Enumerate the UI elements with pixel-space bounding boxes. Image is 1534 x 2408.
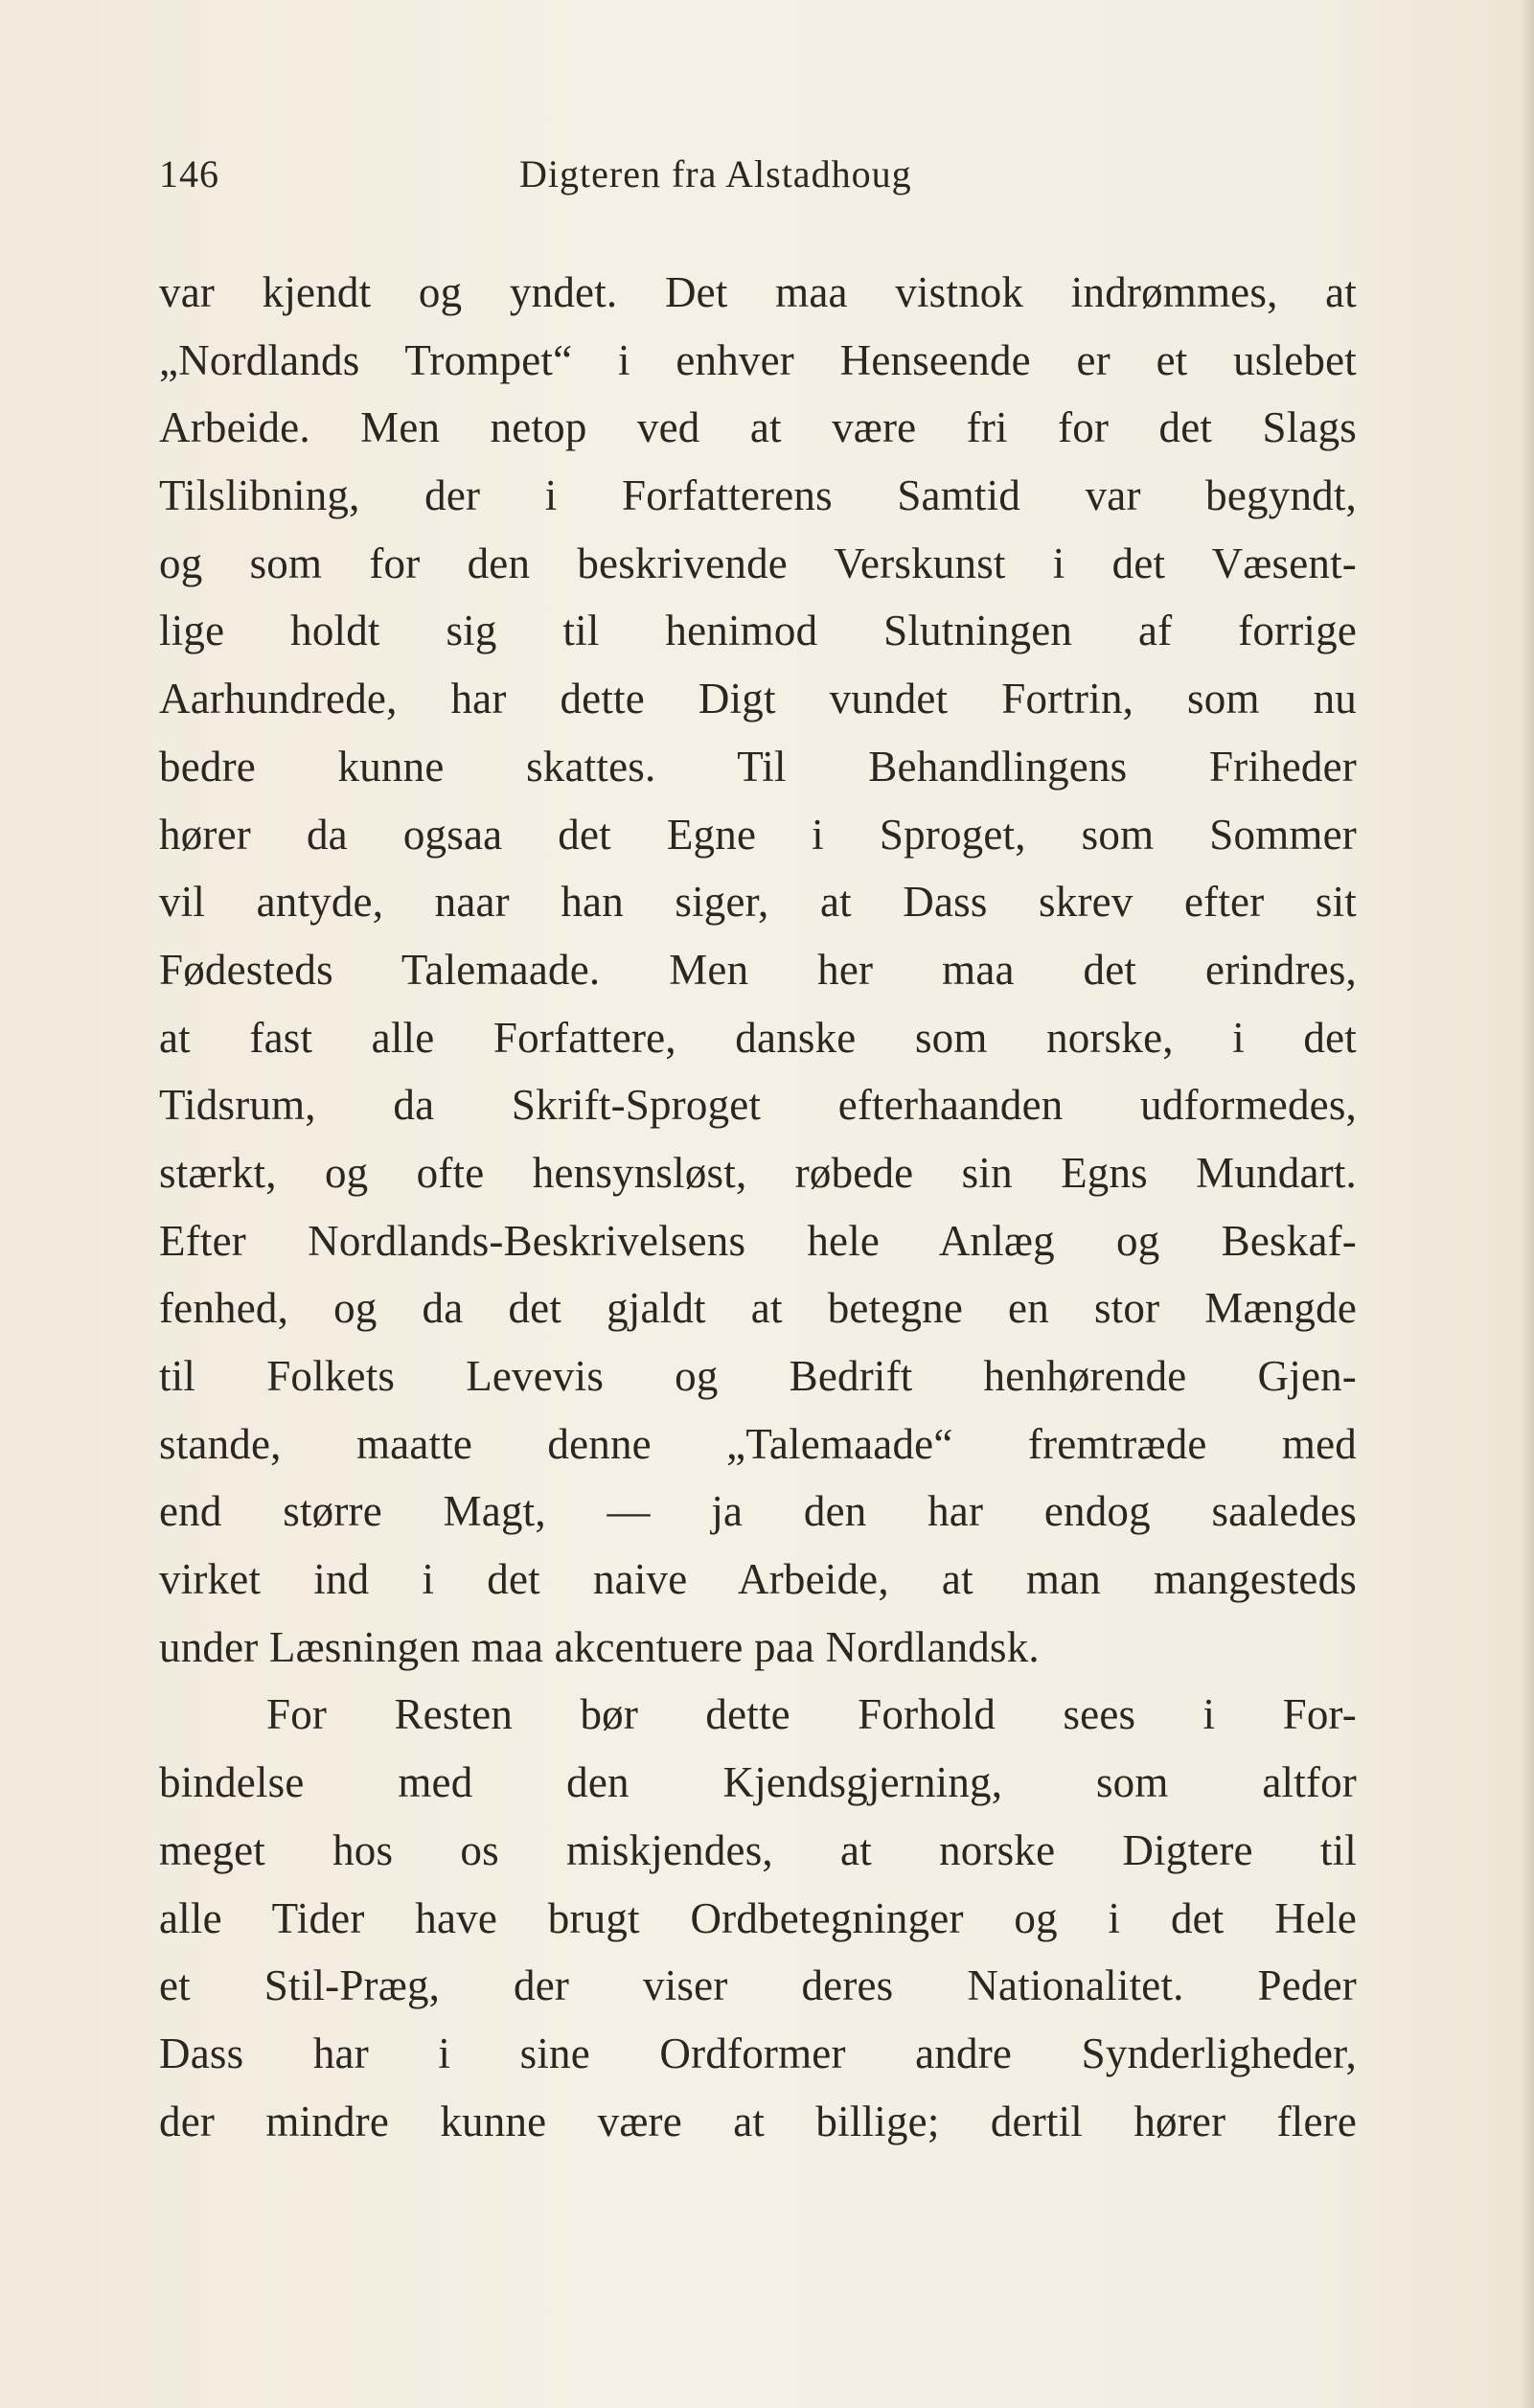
text-line: til Folkets Levevis og Bedrift henhørende Gjen- bbox=[159, 1352, 1357, 1400]
text-line: Dass har i sine Ordformer andre Synderligheder, bbox=[159, 2029, 1357, 2077]
running-title: Digteren fra Alstadhoug bbox=[519, 152, 912, 195]
text-line: lige holdt sig til henimod Slutningen af forrige bbox=[159, 607, 1357, 655]
text-line: stærkt, og ofte hensynsløst, røbede sin Egns Mundart. bbox=[159, 1148, 1357, 1197]
text-line: Fødesteds Talemaade. Men her maa det erindres, bbox=[159, 945, 1357, 994]
text-line: var kjendt og yndet. Det maa vistnok indrømmes, at bbox=[159, 268, 1357, 316]
text-line: et Stil-Præg, der viser deres Nationalitet. Peder bbox=[159, 1961, 1357, 2010]
text-line: bedre kunne skattes. Til Behandlingens Friheder bbox=[159, 742, 1357, 791]
text-line: end større Magt, — ja den har endog saaledes bbox=[159, 1487, 1357, 1536]
paragraph-end-line: under Læsningen maa akcentuere paa Nordlandsk. bbox=[159, 1622, 1040, 1671]
text-line: stande, maatte denne „Talemaade“ fremtræde med bbox=[159, 1419, 1357, 1468]
text-line: Efter Nordlands-Beskrivelsens hele Anlæg og Beskaf- bbox=[159, 1216, 1357, 1265]
text-line: bindelse med den Kjendsgjerning, som altfor bbox=[159, 1758, 1357, 1807]
text-line: Tidsrum, da Skrift-Sproget efterhaanden udformedes, bbox=[159, 1081, 1357, 1130]
page-header bbox=[159, 151, 1002, 209]
text-line: virket ind i det naive Arbeide, at man mangesteds bbox=[159, 1555, 1357, 1604]
text-line: „Nordlands Trompet“ i enhver Henseende er et uslebet bbox=[159, 335, 1357, 384]
text-line: hører da ogsaa det Egne i Sproget, som Sommer bbox=[159, 810, 1357, 859]
text-line: meget hos os miskjendes, at norske Digtere til bbox=[159, 1825, 1357, 1874]
paragraph-start-line: For Resten bør dette Forhold sees i For- bbox=[266, 1690, 1357, 1739]
body-text bbox=[159, 259, 1357, 2155]
text-line: og som for den beskrivende Verskunst i det Væsent- bbox=[159, 539, 1357, 587]
page-edge-shadow bbox=[1521, 0, 1534, 2408]
text-line: vil antyde, naar han siger, at Dass skrev efter sit bbox=[159, 878, 1357, 927]
text-line: Aarhundrede, har dette Digt vundet Fortrin, som nu bbox=[159, 675, 1357, 723]
text-line: fenhed, og da det gjaldt at betegne en stor Mængde bbox=[159, 1284, 1357, 1333]
text-line: alle Tider have brugt Ordbetegninger og i det Hele bbox=[159, 1893, 1357, 1942]
text-line: Tilslibning, der i Forfatterens Samtid var begyndt, bbox=[159, 471, 1357, 520]
page-number: 146 bbox=[159, 152, 219, 195]
text-line: at fast alle Forfattere, danske som norske, i det bbox=[159, 1013, 1357, 1062]
text-line: der mindre kunne være at billige; dertil hører flere bbox=[159, 2097, 1357, 2145]
text-line: Arbeide. Men netop ved at være fri for det Slags bbox=[159, 403, 1357, 452]
